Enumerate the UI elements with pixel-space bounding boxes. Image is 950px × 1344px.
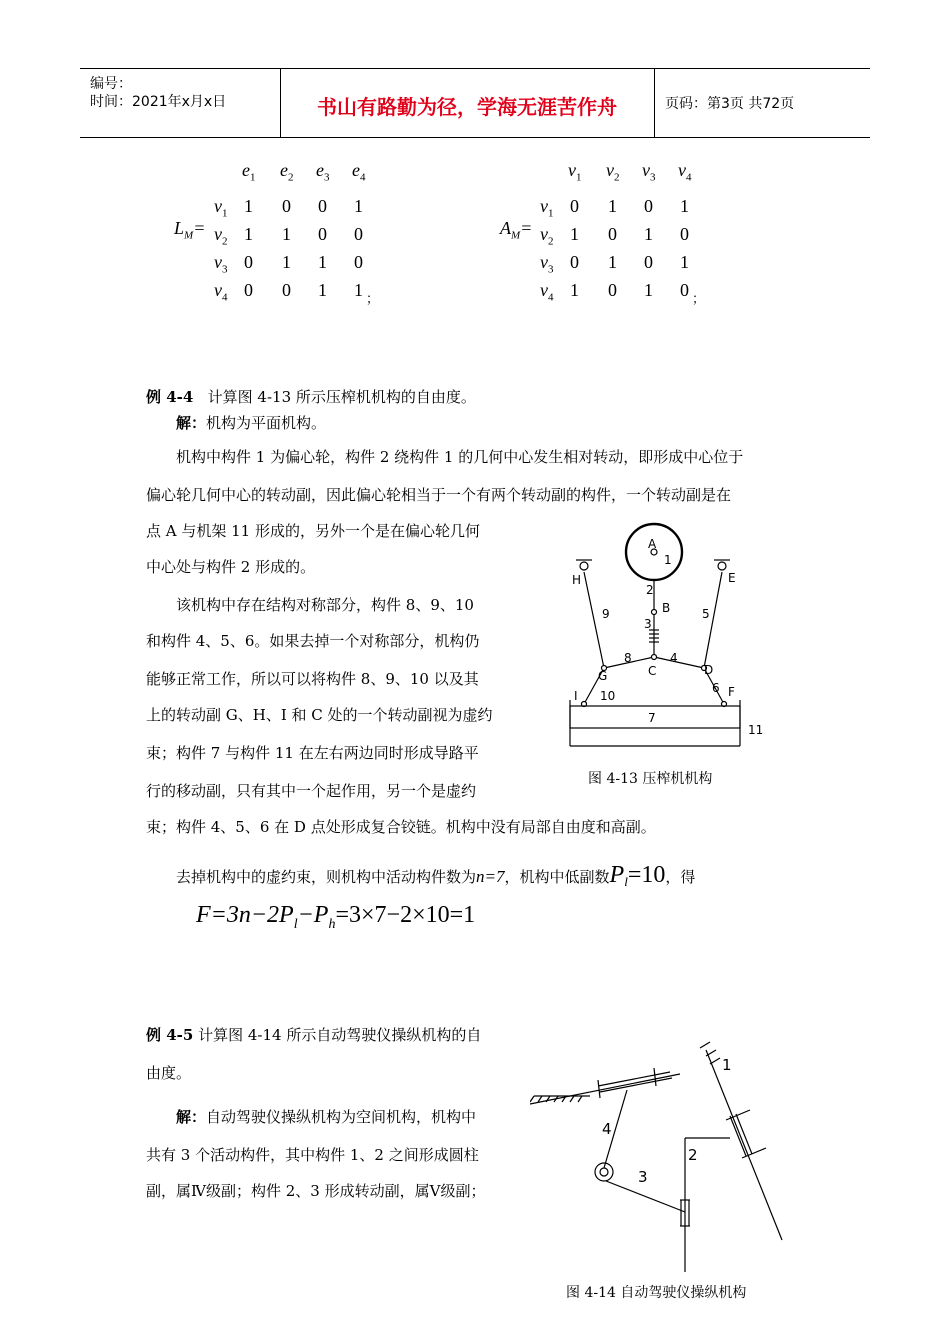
row-subscript: 2 [548, 235, 554, 248]
matrix-column-header [316, 160, 330, 184]
matrix-cell: 1 [608, 196, 617, 216]
matrix-row-label [540, 196, 554, 220]
paragraph-line: 和构件 4、5、6。如果去掉一个对称部分，机构仍 [146, 632, 480, 650]
row-subscript: 4 [548, 291, 554, 304]
matrix-column-header [606, 160, 620, 184]
matrix-column-header [242, 160, 256, 184]
matrix-cell: 1 [282, 252, 291, 272]
matrix-cell: 0 [282, 196, 291, 216]
matrix-name [500, 218, 532, 242]
row-subscript: 3 [222, 263, 228, 276]
row-symbol: v [214, 252, 222, 272]
column-subscript: 1 [576, 171, 582, 184]
figure-label: I [574, 689, 578, 703]
paragraph-line: 点 A 与机架 11 形成的，另外一个是在偏心轮几何 [146, 522, 480, 540]
figure-label: 5 [702, 607, 710, 621]
figure-label: 9 [602, 607, 610, 621]
column-symbol: e [352, 160, 360, 180]
figure-4-14-autopilot-mechanism [530, 1040, 800, 1272]
matrix-cell: 1 [570, 224, 579, 244]
row-subscript: 2 [222, 235, 228, 248]
figure-label: H [572, 573, 582, 587]
matrix-cell: 1 [318, 280, 327, 300]
formula-part: −P [297, 902, 329, 928]
calculation-line [176, 862, 695, 890]
matrix-cell: 1 [608, 252, 617, 272]
matrix-cell: 1 [282, 224, 291, 244]
matrix-row-label [540, 280, 554, 304]
example-4-4-solution-head [176, 412, 326, 433]
matrix-symbol: L [174, 218, 185, 238]
matrix-cell: 0 [354, 224, 363, 244]
matrix-subscript: M [511, 229, 521, 242]
formula-part: F=3n−2P [196, 902, 294, 928]
matrix-cell: 0 [644, 196, 653, 216]
column-subscript: 1 [250, 171, 256, 184]
matrix-cell: 1 [644, 280, 653, 300]
matrix-column-header [642, 160, 656, 184]
figure-label: 11 [748, 723, 764, 737]
equals-sign: = [193, 218, 206, 238]
row-symbol: v [214, 224, 222, 244]
row-symbol: v [214, 280, 222, 300]
matrix-cell: 0 [318, 196, 327, 216]
matrix-cell: 1 [244, 224, 253, 244]
figure-label: 4 [670, 651, 678, 665]
example-4-5-question: 计算图 4-14 所示自动驾驶仪操纵机构的自 [198, 1026, 482, 1044]
paragraph-line: 中心处与构件 2 形成的。 [146, 558, 316, 576]
matrix-end-punctuation: ； [366, 292, 380, 307]
matrix-column-header [280, 160, 294, 184]
matrix-row-label [214, 196, 228, 220]
matrix-column-header [352, 160, 366, 184]
matrix-cell: 0 [570, 196, 579, 216]
row-symbol: v [540, 280, 548, 300]
matrix-cell: 0 [244, 280, 253, 300]
matrix-cell: 0 [608, 280, 617, 300]
calc-text: 去掉机构中的虚约束，则机构中活动构件数为 [176, 868, 477, 886]
motto: 书山有路勤为径，学海无涯苦作舟 [317, 95, 617, 119]
matrix-cell: 1 [680, 252, 689, 272]
figure-label: C [648, 664, 657, 678]
figure-label: 1 [664, 553, 672, 567]
column-subscript: 4 [686, 171, 692, 184]
figure-4-13-caption: 图 4-13 压榨机机构 [588, 771, 713, 787]
calc-text: ，机构中低副数 [504, 868, 610, 886]
solution-text: 自动驾驶仪操纵机构为空间机构，机构中 [206, 1108, 477, 1126]
matrix-cell: 0 [680, 224, 689, 244]
pl-symbol: P [609, 862, 625, 888]
matrix-column-header [678, 160, 692, 184]
figure-label: 2 [688, 1146, 698, 1164]
row-subscript: 4 [222, 291, 228, 304]
figure-label: 4 [602, 1120, 612, 1138]
pl-value: =10 [627, 862, 666, 888]
matrix-cell: 1 [354, 280, 363, 300]
pl-subscript: l [624, 874, 628, 889]
paragraph-line: 行的移动副，只有其中一个起作用，另一个是虚约 [146, 782, 477, 800]
matrix-cell: 1 [244, 196, 253, 216]
figure-label: 10 [600, 689, 616, 703]
figure-label: 3 [644, 617, 652, 631]
document-header [80, 68, 870, 138]
formula-sub: h [328, 916, 336, 932]
figure-label: 8 [624, 651, 632, 665]
matrix-cell: 1 [318, 252, 327, 272]
figure-label: 3 [638, 1168, 648, 1186]
column-subscript: 2 [288, 171, 294, 184]
paragraph-line: 由度。 [146, 1064, 192, 1082]
example-4-5-label: 例 4-5 [146, 1026, 194, 1044]
solution-label: 解： [176, 1108, 207, 1126]
matrix-cell: 1 [570, 280, 579, 300]
solution-label: 解： [176, 414, 207, 432]
paragraph-line: 束；构件 7 与构件 11 在左右两边同时形成导路平 [146, 744, 479, 762]
matrix-row-label [214, 280, 228, 304]
matrix-cell: 0 [354, 252, 363, 272]
matrix-end-punctuation: ； [692, 292, 706, 307]
row-subscript: 1 [548, 207, 554, 220]
page-label: 页码：第3页 共72页 [665, 96, 795, 112]
column-symbol: v [606, 160, 614, 180]
matrix-cell: 0 [318, 224, 327, 244]
figure-label: 6 [712, 681, 720, 695]
header-page-cell [654, 69, 871, 137]
dof-formula [196, 902, 475, 933]
figure-4-13-press-mechanism [556, 520, 776, 752]
figure-label: B [662, 601, 671, 615]
paragraph-line: 偏心轮几何中心的转动副，因此偏心轮相当于一个有两个转动副的构件，一个转动副是在 [146, 486, 732, 504]
row-subscript: 3 [548, 263, 554, 276]
figure-label: F [728, 685, 735, 699]
formula-sub: l [293, 916, 298, 932]
number-label: 编号： [90, 76, 132, 92]
matrix-row-label [540, 252, 554, 276]
figure-label: A [648, 537, 657, 551]
paragraph-line: 共有 3 个活动构件，其中构件 1、2 之间形成圆柱 [146, 1146, 479, 1164]
matrix-cell: 0 [244, 252, 253, 272]
matrix-row-label [540, 224, 554, 248]
paragraph-line: 副，属Ⅳ级副；构件 2、3 形成转动副，属Ⅴ级副； [146, 1182, 486, 1200]
figure-label: E [728, 571, 736, 585]
column-symbol: v [678, 160, 686, 180]
example-4-4-label: 例 4-4 [146, 388, 194, 406]
matrix-cell: 1 [680, 196, 689, 216]
matrix-cell: 0 [644, 252, 653, 272]
equals-sign: = [520, 218, 533, 238]
n-value: n=7 [476, 867, 505, 886]
column-symbol: v [568, 160, 576, 180]
matrix-name [174, 218, 205, 242]
figure-label: 2 [646, 583, 654, 597]
column-subscript: 2 [614, 171, 620, 184]
row-symbol: v [540, 224, 548, 244]
example-4-5-solution-head [176, 1106, 476, 1127]
matrix-cell: 0 [680, 280, 689, 300]
matrix-cell: 0 [282, 280, 291, 300]
figure-4-14-caption: 图 4-14 自动驾驶仪操纵机构 [566, 1285, 747, 1301]
matrix-column-header [568, 160, 582, 184]
figure-label: 7 [648, 711, 656, 725]
column-subscript: 4 [360, 171, 366, 184]
paragraph-line: 该机构中存在结构对称部分，构件 8、9、10 [176, 596, 474, 614]
row-symbol: v [540, 252, 548, 272]
column-subscript: 3 [324, 171, 330, 184]
matrix-cell: 1 [354, 196, 363, 216]
solution-text: 机构为平面机构。 [206, 414, 327, 432]
paragraph-line: 上的转动副 G、H、I 和 C 处的一个转动副视为虚约 [146, 706, 493, 724]
date-label: 时间：2021年x月x日 [90, 94, 227, 110]
paragraph-line: 机构中构件 1 为偏心轮，构件 2 绕构件 1 的几何中心发生相对转动，即形成中心位于 [176, 448, 744, 466]
column-symbol: e [280, 160, 288, 180]
column-symbol: v [642, 160, 650, 180]
formula-part: =3×7−2×10=1 [335, 902, 476, 928]
matrix-cell: 0 [608, 224, 617, 244]
matrix-cell: 1 [644, 224, 653, 244]
matrix-row-label [214, 224, 228, 248]
matrix-cell: 0 [570, 252, 579, 272]
row-symbol: v [214, 196, 222, 216]
example-4-5-title [146, 1024, 481, 1045]
row-symbol: v [540, 196, 548, 216]
example-4-4-question: 计算图 4-13 所示压榨机机构的自由度。 [207, 388, 476, 406]
column-subscript: 3 [650, 171, 656, 184]
figure-label: 1 [722, 1056, 732, 1074]
paragraph-line: 能够正常工作，所以可以将构件 8、9、10 以及其 [146, 670, 479, 688]
figure-label: D [704, 663, 714, 677]
example-4-4-title [146, 386, 476, 407]
matrix-row-label [214, 252, 228, 276]
column-symbol: e [242, 160, 250, 180]
figure-label: G [598, 669, 608, 683]
calc-text: ，得 [665, 868, 696, 886]
matrix-subscript: M [184, 229, 194, 242]
matrix-symbol: A [500, 218, 511, 238]
column-symbol: e [316, 160, 324, 180]
paragraph-line: 束；构件 4、5、6 在 D 点处形成复合铰链。机构中没有局部自由度和高副。 [146, 818, 656, 836]
row-subscript: 1 [222, 207, 228, 220]
header-meta-cell [80, 69, 281, 137]
